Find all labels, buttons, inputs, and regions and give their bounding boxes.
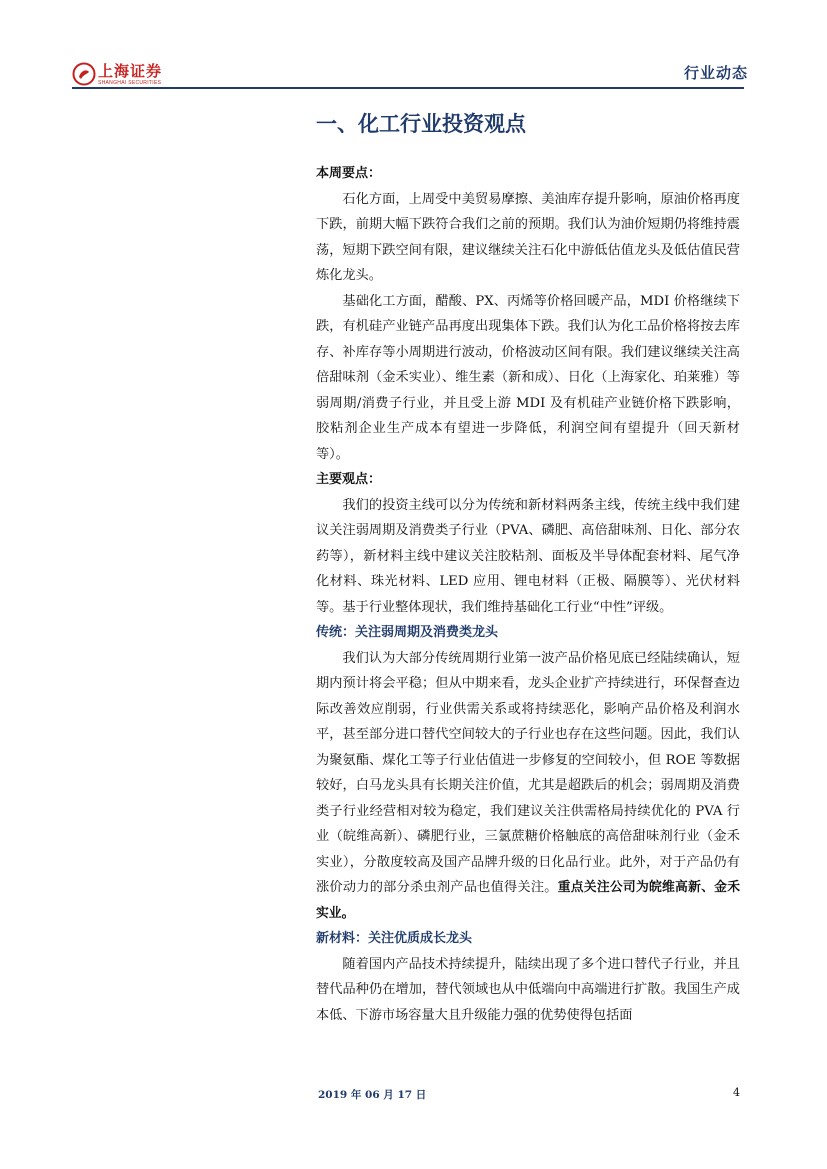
paragraph-traditional bbox=[316, 646, 740, 927]
paragraph-basic-chemicals: 基础化工方面，醋酸、PX、丙烯等价格回暖产品，MDI 价格继续下跌，有机硅产业链产品再度出现集体下跌。我们认为化工品价格将按去库存、补库存等小周期进行波动，价格波动区间有限。我们建议继续关注高倍甜味剂（金禾实业）、维生素（新和成）、日化（上海家化、珀莱雅）等弱周期/消费子行业，并且受上游 MDI 及有机硅产业链价格下跌影响，胶粘剂企业生产成本有望进一步降低，利润空间有望提升（回天新材等）。 bbox=[316, 293, 740, 462]
logo-subtitle: SHANGHAI SECURITIES bbox=[98, 80, 162, 86]
footer-date: 2019 年 06 月 17 日 bbox=[318, 1089, 427, 1101]
paragraph-traditional-highlight: 重点关注公司为皖维高新、金禾实业。 bbox=[316, 880, 741, 921]
heading-new-materials: 新材料：关注优质成长龙头 bbox=[316, 931, 473, 946]
page-number: 4 bbox=[733, 1086, 740, 1099]
paragraph-investment-lines: 我们的投资主线可以分为传统和新材料两条主线，传统主线中我们建议关注弱周期及消费类子行业（PVA、磷肥、高倍甜味剂、日化、部分农药等），新材料主线中建议关注胶粘剂、面板及半导体配套材料、尾气净化材料、珠光材料、LED 应用、锂电材料（正极、隔膜等）、光伏材料等。基于行业整体现状，我们维持基础化工行业“中性”评级。 bbox=[316, 497, 740, 615]
heading-traditional: 传统：关注弱周期及消费类龙头 bbox=[316, 625, 499, 640]
heading-main-views: 主要观点： bbox=[316, 472, 382, 487]
paragraph-traditional-text: 我们认为大部分传统周期行业第一波产品价格见底已经陆续确认，短期内预计将会平稳；但从中期来看，龙头企业扩产持续进行，环保督查边际改善效应削弱，行业供需关系或将持续恶化，影响产品价格及利润水平，甚至部分进口替代空间较大的子行业也存在这些问题。因此，我们认为聚氨酯、煤化工等子行业估值进一步修复的空间较小，但 ROE 等数据较好，白马龙头具有长期关注价值，尤其是超跌后的机会；弱周期及消费类子行业经营相对较为稳定，我们建议关注供需格局持续优化的 PVA 行业（皖维高新）、磷肥行业，三氯蔗糖价格触底的高倍甜味剂行业（金禾实业），分散度较高及国产品牌升级的日化品行业。此外，对于产品仍有涨价动力的部分杀虫剂产品也值得关注。 bbox=[316, 650, 740, 895]
paragraph-new-materials: 随着国内产品技术持续提升，陆续出现了多个进口替代子行业，并且替代品种仍在增加，替代领域也从中低端向中高端进行扩散。我国生产成本低、下游市场容量大且升级能力强的优势使得包括面 bbox=[316, 956, 740, 1023]
company-logo bbox=[72, 60, 182, 90]
paragraph-petrochemical: 石化方面，上周受中美贸易摩擦、美油库存提升影响，原油价格再度下跌，前期大幅下跌符合我们之前的预期。我们认为油价短期仍将维持震荡，短期下跌空间有限，建议继续关注石化中游低估值龙头及低估值民营炼化龙头。 bbox=[316, 191, 740, 283]
heading-weekly-points: 本周要点： bbox=[316, 166, 382, 181]
header-divider bbox=[72, 87, 744, 89]
section-tag: 行业动态 bbox=[683, 64, 748, 82]
logo-name: 上海证券 bbox=[98, 62, 163, 80]
body-content bbox=[316, 161, 740, 1028]
logo-icon bbox=[72, 62, 96, 86]
section-title: 一、化工行业投资观点 bbox=[316, 112, 526, 136]
